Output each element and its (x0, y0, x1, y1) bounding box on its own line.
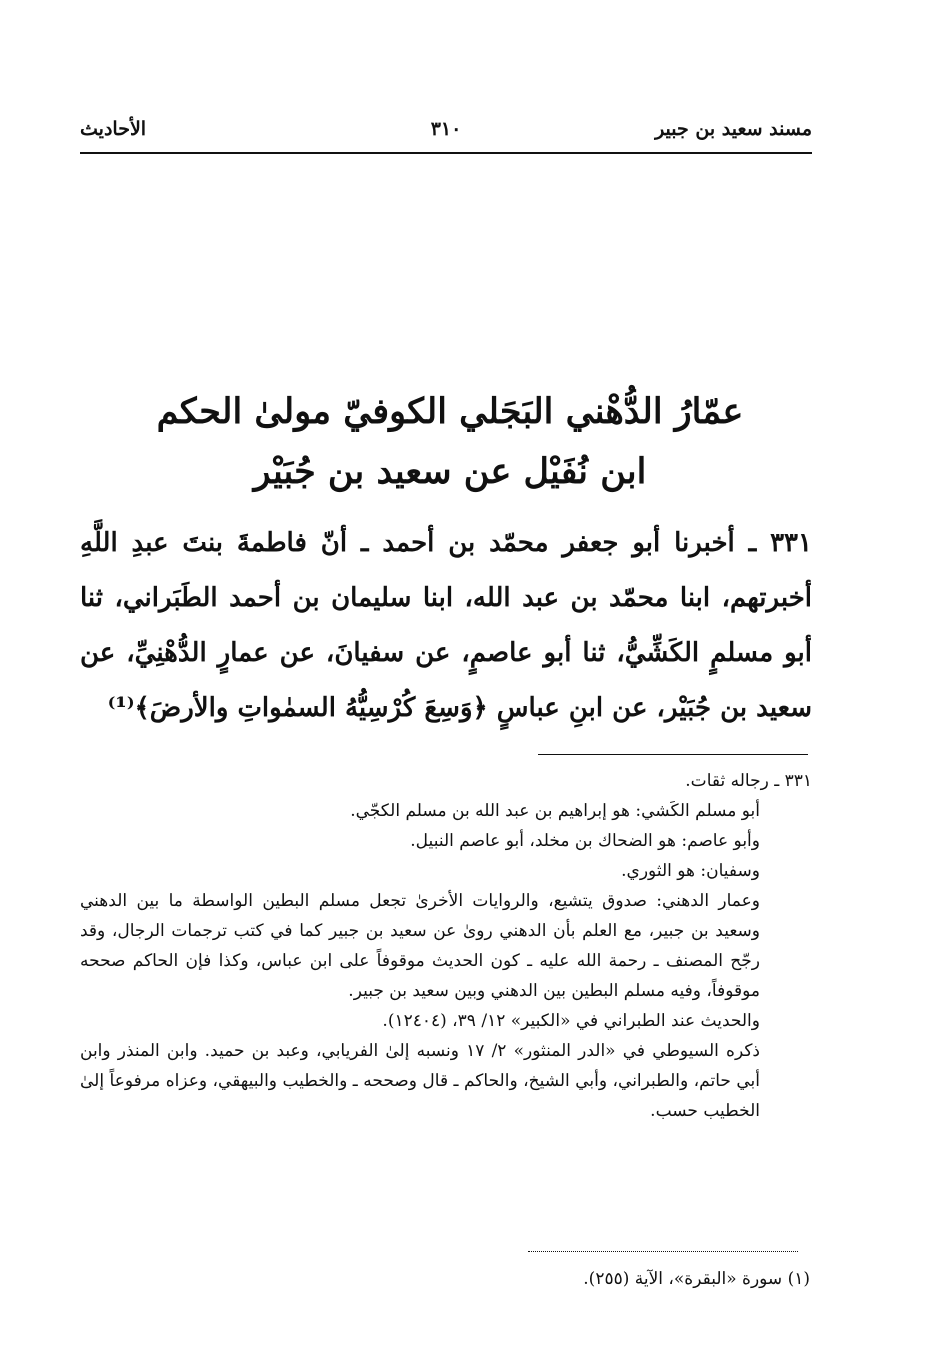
hadith-body: ـ أخبرنا أبو جعفر محمّد بن أحمد ـ أنّ فاطمةَ بنتَ عبدِ اللَّهِ أخبرتهم، ابنا محمّد بن عبد الله، ابنا سليمان بن أحمد الطَبَراني، ثنا أبو مسلمٍ الكَشِّيُّ، ثنا أبو عاصمٍ، عن سفيانَ، عن عمارٍ الدُّهْنِيِّ، عن سعيد بن جُبَيْر، عن ابنِ عباسٍ ﴿وَسِعَ كُرْسِيُّهُ السمٰواتِ والأرضَ﴾⁽¹⁾ (80, 528, 812, 723)
commentary-line: وسفيان: هو الثوري. (621, 861, 760, 881)
commentary-line: وأبو عاصم: هو الضحاك بن مخلد، أبو عاصم النبيل. (410, 831, 760, 851)
text-divider (538, 754, 808, 755)
page-number: ٣١٠ (430, 118, 462, 140)
commentary-paragraph: وعمار الدهني: صدوق يتشيع، والروايات الأخرىٰ تجعل مسلم البطين الواسطة ما بين الدهني وسعيد بن جبير، مع العلم بأن الدهني روىٰ عن سعيد بن جبير كما في كتب ترجمات الرجال، وقد رجّح المصنف ـ رحمة الله عليه ـ كون الحديث موقوفاً على ابن عباس، وكذا فإن الحاكم صححه موقوفاً، وفيه مسلم البطين بين الدهني وبين سعيد بن جبير. (80, 891, 760, 1001)
commentary-paragraph: ذكره السيوطي في «الدر المنثور» ٢/ ١٧ ونسبه إلىٰ الفريابي، وعبد بن حميد. وابن المنذر وابن أبي حاتم، والطبراني، وأبي الشيخ، والحاكم ـ قال وصححه ـ والخطيب والبيهقي، وعزاه مرفوعاً إلىٰ الخطيب حسب. (80, 1041, 760, 1121)
chapter-title-line-1: عمّارُ الدُّهْني البَجَلي الكوفيّ مولىٰ الحكم (156, 391, 744, 432)
commentary-line: والحديث عند الطبراني في «الكبير» ١٢/ ٣٩، (١٢٤٠٤). (382, 1011, 760, 1031)
hadith-text (80, 516, 812, 736)
footnote-divider (528, 1251, 798, 1252)
hadith-number: ٣٣١ (770, 528, 812, 558)
section-title-header: الأحاديث (80, 118, 147, 140)
book-title-header: مسند سعيد بن جبير (655, 118, 812, 140)
commentary-line: ٣٣١ ـ رجاله ثقات. (685, 771, 812, 791)
running-header (80, 118, 812, 154)
footnote: (١) سورة «البقرة»، الآية (٢٥٥). (583, 1269, 810, 1289)
chapter-title-line-2: ابن نُفَيْل عن سعيد بن جُبَيْر (253, 451, 647, 492)
commentary-line: أبو مسلم الكَشي: هو إبراهيم بن عبد الله بن مسلم الكجّي. (350, 801, 760, 821)
commentary-block (80, 766, 812, 1126)
chapter-heading (90, 382, 810, 502)
